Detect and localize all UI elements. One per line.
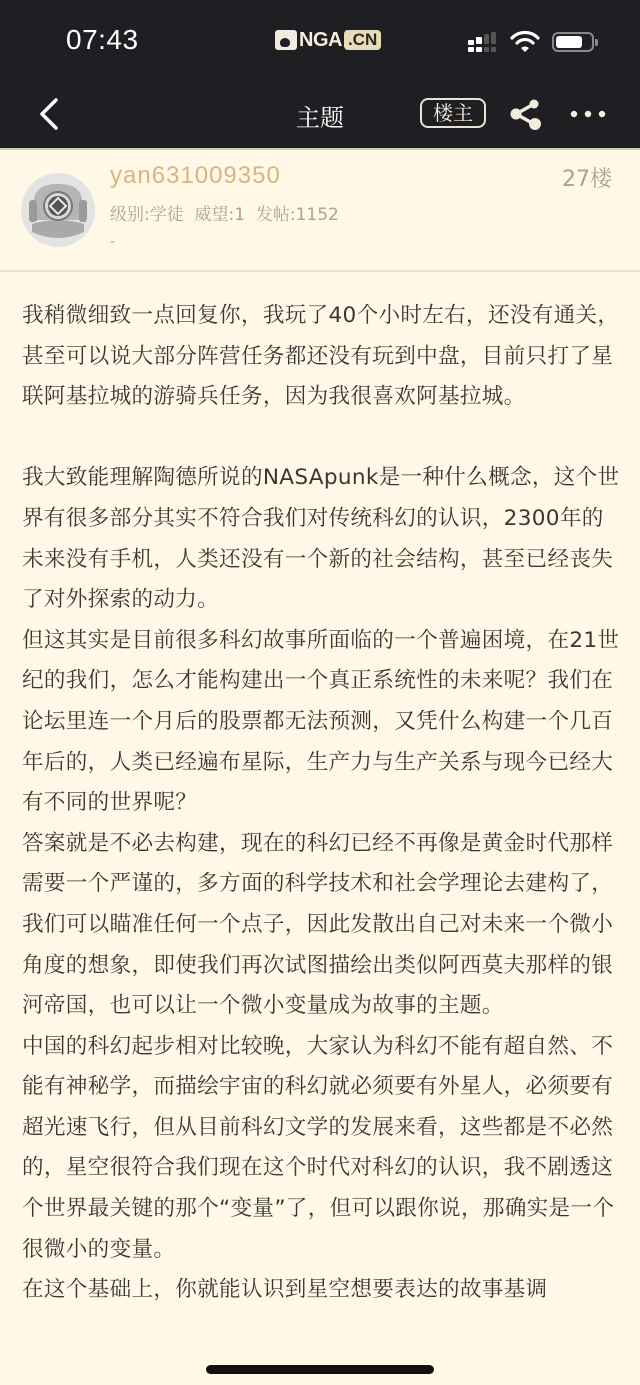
wifi-icon (510, 30, 540, 52)
top-bar (0, 0, 640, 148)
paw-logo-icon (275, 30, 297, 50)
status-time: 07:43 (66, 24, 139, 55)
home-indicator[interactable] (206, 1365, 434, 1374)
post-content (22, 296, 622, 1311)
signal-icon (468, 32, 502, 52)
logo-text: NGA (299, 28, 342, 51)
paragraph-gap (22, 418, 622, 459)
page-title: 主题 (296, 104, 344, 132)
avatar[interactable] (20, 172, 96, 248)
paragraph: 我稍微细致一点回复你，我玩了40个小时左右，还没有通关，甚至可以说大部分阵营任务都还没有玩到中盘，目前只打了星联阿基拉城的游骑兵任务，因为我很喜欢阿基拉城。 (22, 303, 620, 410)
username[interactable]: yan631009350 (110, 162, 281, 189)
op-only-button[interactable]: 楼主 (420, 98, 486, 128)
nga-logo (275, 29, 381, 51)
floor-number: 27楼 (562, 167, 612, 192)
battery-icon (552, 32, 594, 52)
paragraph: 我大致能理解陶德所说的NASApunk是一种什么概念，这个世界有很多部分其实不符合我们对传统科幻的认识，2300年的未来没有手机，人类还没有一个新的社会结构，甚至已经丧失了对外探索的动力。 (22, 465, 620, 613)
user-signature: - (110, 234, 116, 250)
paragraph: 中国的科幻起步相对比较晚，大家认为科幻不能有超自然、不能有神秘学，而描绘宇宙的科幻就必须要有外星人，必须要有超光速飞行，但从目前科幻文学的发展来看，这些都是不必然的，星空很符合我们现在这个时代对科幻的认识，我不剧透这个世界最关键的那个“变量”了，但可以跟你说，那确实是一个很微小的变量。 (22, 1033, 615, 1262)
paragraph: 答案就是不必去构建，现在的科幻已经不再像是黄金时代那样需要一个严谨的，多方面的科学技术和社会学理论去建构了，我们可以瞄准任何一个点子，因此发散出自己对未来一个微小角度的想象，即使我们再次试图描绘出类似阿西莫夫那样的银河帝国，也可以让一个微小变量成为故事的主题。 (22, 830, 614, 1019)
nav-bar (0, 80, 640, 148)
user-meta: 级别:学徒 威望:1 发帖:1152 (110, 205, 339, 225)
more-button[interactable] (568, 104, 608, 124)
divider (0, 270, 640, 272)
paragraph: 但这其实是目前很多科幻故事所面临的一个普遍困境，在21世纪的我们，怎么才能构建出一个真正系统性的未来呢？我们在论坛里连一个月后的股票都无法预测，又凭什么构建一个几百年后的，人类已经遍布星际，生产力与生产关系与现今已经大有不同的世界呢？ (22, 627, 620, 816)
paragraph: 在这个基础上，你就能认识到星空想要表达的故事基调 (22, 1277, 548, 1303)
post-header (0, 150, 640, 270)
logo-suffix: .CN (344, 30, 381, 50)
share-button[interactable] (508, 96, 544, 132)
status-bar (0, 0, 640, 80)
